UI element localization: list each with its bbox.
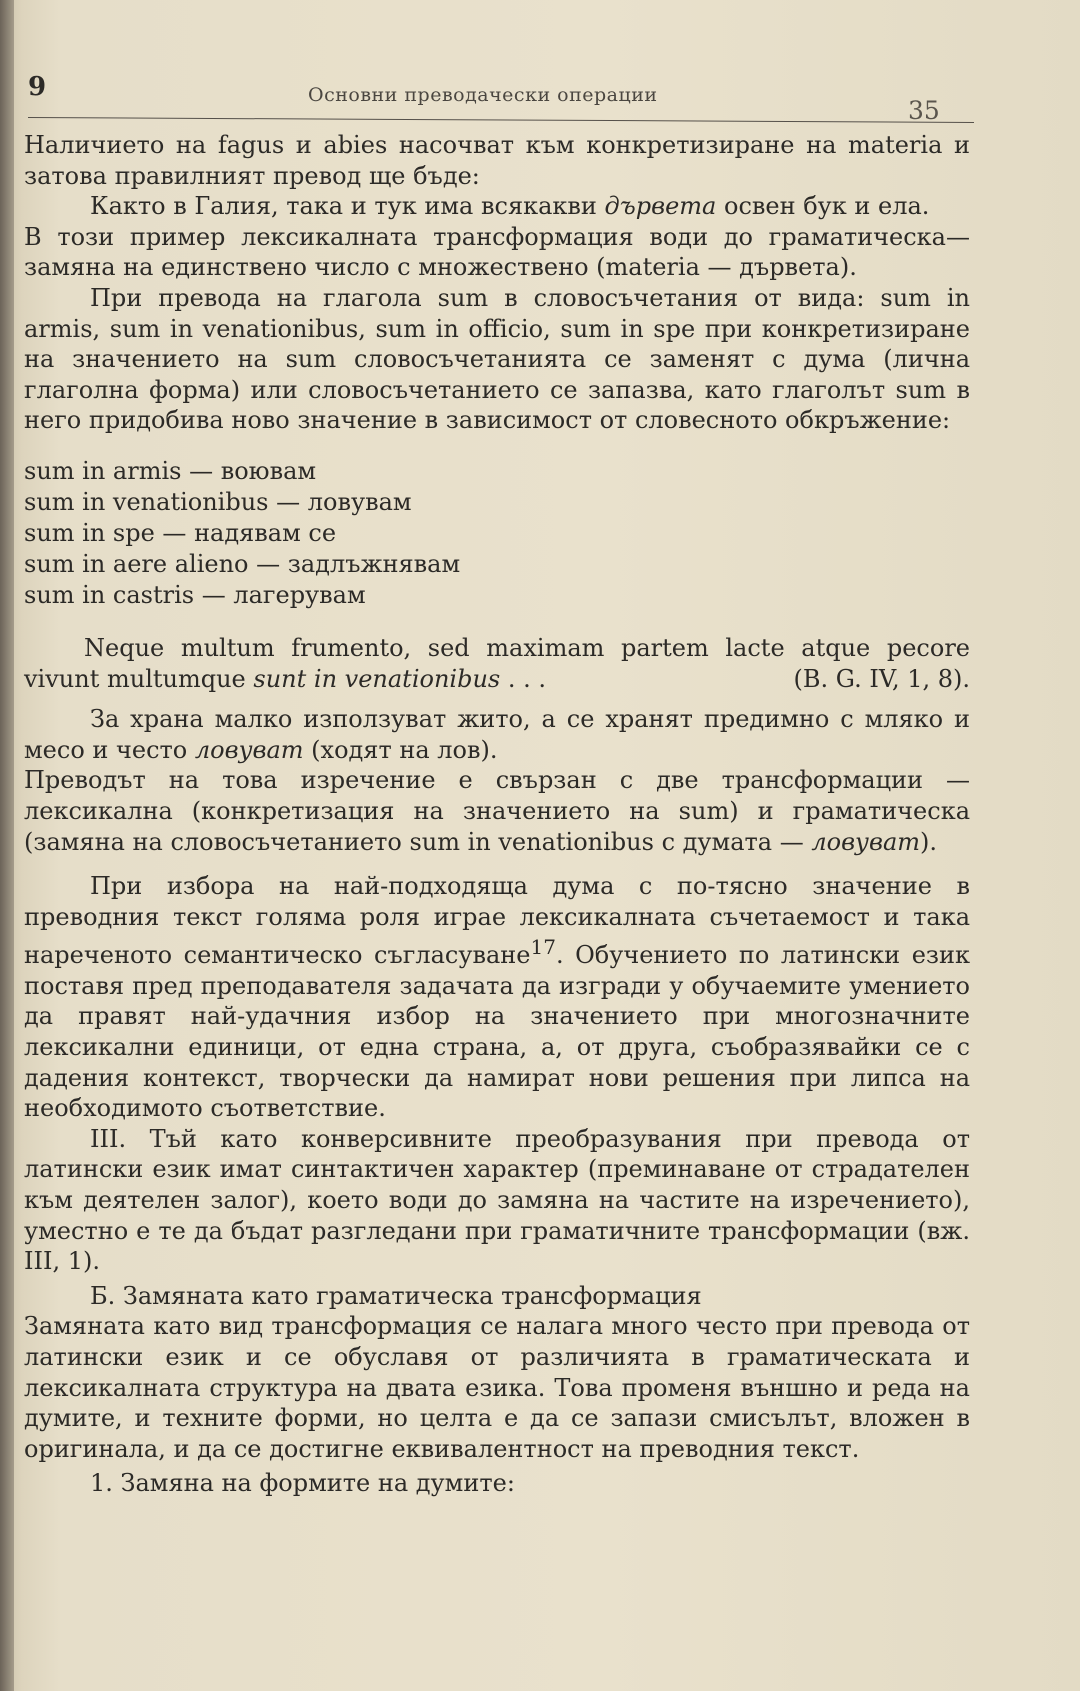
list-item: sum in aere alieno — задлъжнявам — [24, 549, 461, 578]
page-binding-edge — [0, 0, 14, 1691]
list-item: sum in venationibus — ловувам — [24, 487, 412, 516]
footnote-ref-17: 17 — [530, 935, 556, 960]
section-heading-b: Б. Замяната като граматическа трансформация — [90, 1281, 702, 1310]
paragraph-4: При превода на глагола sum в словосъчетания от вида: sum in armis, sum in venationibus, sum in officio, sum in spe при конкретизиране на значението на sum словосъчетанията се заменят с дума (лична глаголна форма) или словосъчетанието се запазва, като глаголът sum в него придобива ново значение в зависимост от словесното обкръжение: — [24, 283, 970, 435]
paragraph-8: III. Тъй като конверсивните преобразувания при превода от латински език имат синтактичен характер (преминаване от страдателен към деятелен залог), което води до замяна на частите на изречението), уместно е те да бъдат разгледани при граматичните трансформации (вж. III, 1). — [24, 1124, 970, 1276]
latin-citation: (B. G. IV, 1, 8). — [793, 664, 970, 693]
latin-quote: Neque multum frumento, sed maximam partem lacte atque pecore vivunt multumque sunt in venationibus . . . (B. G. IV, 1, 8). — [24, 633, 970, 693]
latin-italic: sunt in venationibus — [253, 664, 501, 693]
header-left-number: 9 — [28, 72, 47, 102]
running-head-title: Основни преводачески операции — [308, 84, 658, 106]
subsection-heading-1: 1. Замяна на формите на думите: — [90, 1469, 515, 1498]
emphasis-hunt-2: ловуват — [811, 827, 921, 856]
sum-phrase-list — [24, 456, 970, 611]
page-body — [24, 130, 970, 1499]
list-item: sum in castris — лагерувам — [24, 580, 366, 609]
paragraph-6: Преводът на това изречение е свързан с две трансформации — лексикална (конкретизация на значението на sum) и граматическа (замяна на словосъчетанието sum in venationibus с думата — ловуват). — [24, 766, 970, 856]
paragraph-5: За храна малко използуват жито, а се хранят предимно с мляко и месо и често ловуват (ходят на лов). — [24, 705, 970, 764]
paragraph-2: Както в Галия, така и тук има всякакви дървета освен бук и ела. — [90, 192, 930, 221]
emphasis-hunt: ловуват — [194, 735, 304, 764]
paragraph-1: Наличието на fagus и abies насочват към конкретизиране на materia и затова правилният превод ще бъде: — [24, 131, 970, 190]
header-rule — [28, 117, 974, 123]
paragraph-9: Замяната като вид трансформация се налага много често при превода от латински език и се обуславя от различията в граматическата и лексикалната структура на двата езика. Това променя външно и реда на думите, и техните форми, но целта е да се запази смисълът, вложен в оригинала, и да се достигне еквивалентност на преводния текст. — [24, 1312, 970, 1463]
list-item: sum in spe — надявам се — [24, 518, 337, 547]
paragraph-3: В този пример лексикалната трансформация води до граматическа— замяна на единствено число с множествено (materia — дървета). — [24, 222, 970, 282]
emphasis-trees: дървета — [604, 192, 717, 221]
paragraph-7: При избора на най-подходяща дума с по-тясно значение в преводния текст голяма роля играе лексикалната съчетаемост и така нареченото семантическо съгласуване$^{17}$. Обучението по латински език поставя пред преподавателя задачата да изгради у обучаемите умението да правят най-удачния избор на значението при многозначните лексикални единици, от една страна, а, от друга, съобразявайки се с дадения контекст, творчески да намират нови решения при липса на необходимото съответствие. — [24, 872, 970, 1123]
list-item: sum in armis — воювам — [24, 456, 317, 485]
page-number: 35 — [908, 96, 940, 125]
